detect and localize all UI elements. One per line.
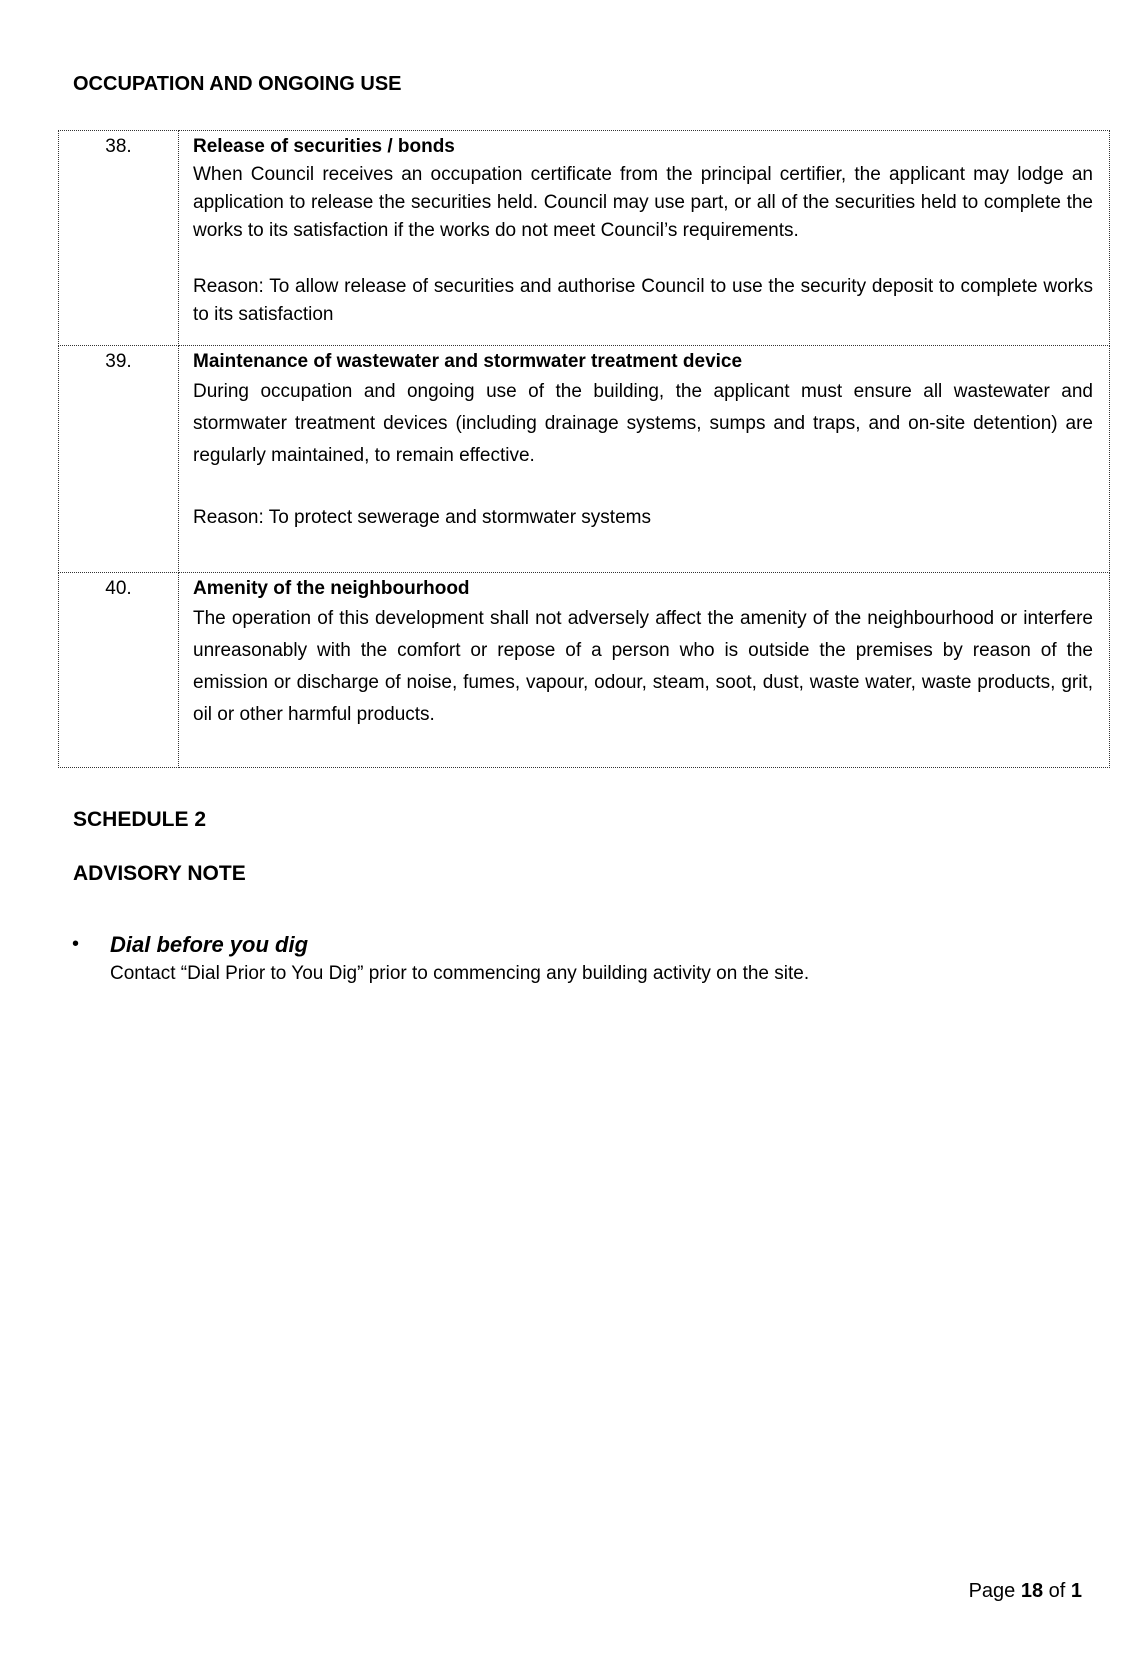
section-heading: OCCUPATION AND ONGOING USE [73,73,402,95]
table-row [59,573,1110,768]
condition-number: 40. [59,573,179,768]
page-number [969,1580,1082,1603]
condition-text: When Council receives an occupation certificate from the principal certifier, the applicant may lodge an application to release the securities held. Council may use part, or all of the securities held to complete the works to its satisfaction if the works do not meet Council’s requirements. [193,164,1093,241]
condition-reason: Reason: To allow release of securities and authorise Council to use the security deposit to complete works to its satisfaction [193,276,1093,325]
condition-title: Amenity of the neighbourhood [193,578,470,599]
condition-number: 38. [59,131,179,346]
advisory-note-text: Contact “Dial Prior to You Dig” prior to commencing any building activity on the site. [110,963,810,984]
condition-reason: Reason: To protect sewerage and stormwater systems [193,507,651,528]
table-row [59,131,1110,346]
condition-title: Maintenance of wastewater and stormwater treatment device [193,351,743,372]
advisory-note-item [70,930,1070,988]
bullet-icon: • [72,933,80,955]
condition-body [179,346,1110,573]
schedule-heading: SCHEDULE 2 [73,808,207,831]
advisory-heading: ADVISORY NOTE [73,862,246,885]
condition-text: The operation of this development shall not adversely affect the amenity of the neighbourhood or interfere unreasonably with the comfort or repose of a person who is outside the premises by reason of the emission or discharge of noise, fumes, vapour, odour, steam, soot, dust, waste water, waste products, grit, oil or other harmful products. [193,608,1093,725]
table-row [59,346,1110,573]
condition-body [179,131,1110,346]
condition-title: Release of securities / bonds [193,136,455,157]
page-prefix: Page [968,1580,1021,1602]
condition-body [179,573,1110,768]
page-middle: of [1043,1580,1071,1602]
advisory-note-title: Dial before you dig [110,932,309,957]
current-page: 18 [1020,1580,1044,1602]
total-pages: 1 [1070,1580,1082,1602]
condition-number: 39. [59,346,179,573]
conditions-table [58,130,1110,768]
condition-text: During occupation and ongoing use of the building, the applicant must ensure all wastewater and stormwater treatment devices (including drainage systems, sumps and traps, and on-site detention) are regularly maintained, to remain effective. [193,381,1093,466]
